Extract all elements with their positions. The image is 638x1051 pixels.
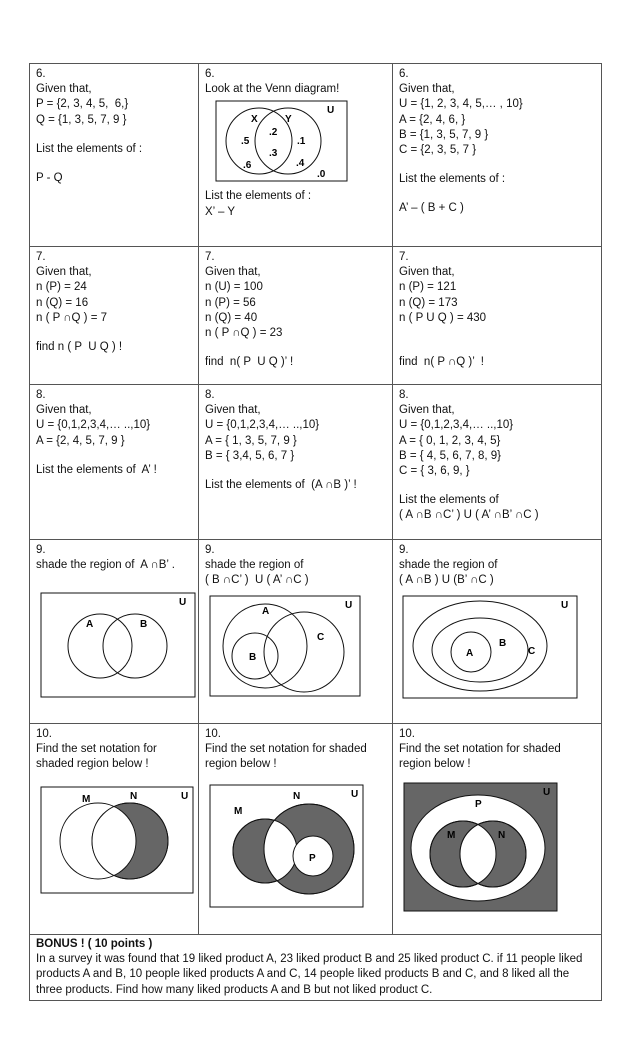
venn-diagram-9a xyxy=(36,591,196,701)
label-c: C xyxy=(317,631,325,643)
row-6 xyxy=(30,64,602,247)
cell-9-2 xyxy=(199,540,393,724)
label-n: N xyxy=(130,790,138,802)
instruction-text: List the elements of A’ ! xyxy=(36,463,157,476)
row-7 xyxy=(30,247,602,385)
set-b: B = { 4, 5, 6, 7, 8, 9} xyxy=(399,449,501,462)
set-u: U = {0,1,2,3,4,… ..,10} xyxy=(205,419,320,432)
instruction-text: region below ! xyxy=(399,758,471,771)
question-number: 6. xyxy=(399,68,409,80)
find-text: find n( P U Q )’ ! xyxy=(205,356,294,369)
cell-6-2 xyxy=(199,64,393,247)
cell-8-2 xyxy=(199,385,393,540)
venn-diagram-10b xyxy=(205,783,365,911)
set-u: U = {0,1,2,3,4,… ..,10} xyxy=(399,419,514,432)
question-number: 6. xyxy=(205,68,215,80)
universe-box xyxy=(41,593,195,697)
value-5: .5 xyxy=(241,136,250,148)
venn-diagram-10a xyxy=(36,785,196,897)
worksheet-table xyxy=(29,63,602,1001)
venn-diagram-9b xyxy=(205,594,363,702)
set-q: Q = {1, 3, 5, 7, 9 } xyxy=(36,113,127,126)
row-bonus xyxy=(30,935,602,1001)
given-text: Given that, xyxy=(36,266,92,279)
set-b: B = {1, 3, 5, 7, 9 } xyxy=(399,128,489,141)
n-p: n (P) = 24 xyxy=(36,281,87,294)
set-b: B = { 3,4, 5, 6, 7 } xyxy=(205,449,295,462)
label-u: U xyxy=(351,788,359,800)
label-a: A xyxy=(262,605,270,617)
instruction-text: Find the set notation for shaded xyxy=(205,743,367,756)
cell-9-3 xyxy=(393,540,602,724)
set-p: P = {2, 3, 4, 5, 6,} xyxy=(36,98,129,111)
label-u: U xyxy=(181,790,189,802)
instruction-text: shade the region of xyxy=(205,559,304,572)
bonus-title: BONUS ! ( 10 points ) xyxy=(36,938,153,950)
instruction-text: Find the set notation for xyxy=(36,743,157,756)
question-number: 8. xyxy=(205,389,215,401)
n-p-union-q: n ( P U Q ) = 430 xyxy=(399,311,487,324)
value-2: .2 xyxy=(269,127,278,139)
cell-10-3 xyxy=(393,724,602,935)
given-text: Given that, xyxy=(36,404,92,417)
instruction-text: Find the set notation for shaded xyxy=(399,743,561,756)
cell-10-2 xyxy=(199,724,393,935)
question-number: 10. xyxy=(36,728,52,740)
label-u: U xyxy=(179,597,187,609)
label-b: B xyxy=(249,651,257,663)
venn-diagram-9c xyxy=(399,594,581,702)
question-number: 7. xyxy=(205,251,215,263)
instruction-text: List the elements of : xyxy=(399,173,506,186)
cell-8-3 xyxy=(393,385,602,540)
bonus-text-line: In a survey it was found that 19 liked product A, 23 liked product B and 25 liked product C. if 11 people liked xyxy=(36,953,583,966)
universe-box xyxy=(210,596,360,696)
expression-text: ( A ∩B ) U (B’ ∩C ) xyxy=(399,574,494,587)
question-number: 10. xyxy=(399,728,415,740)
question-number: 8. xyxy=(399,389,409,401)
find-text: find n ( P U Q ) ! xyxy=(36,341,123,354)
bonus-text-line: products A and B, 10 people liked products A and C, 14 people liked products B and C, and 8 liked all the xyxy=(36,968,570,981)
set-u: U = {1, 2, 3, 4, 5,… , 10} xyxy=(399,98,523,111)
label-m: M xyxy=(234,805,243,817)
expression-text: ( A ∩B ∩C’ ) U ( A’ ∩B’ ∩C ) xyxy=(399,509,539,522)
row-10 xyxy=(30,724,602,935)
value-0: .0 xyxy=(317,169,326,181)
expression-text: X’ – Y xyxy=(205,205,236,218)
expression-text: A’ – ( B + C ) xyxy=(399,202,464,215)
set-u: U = {0,1,2,3,4,… ..,10} xyxy=(36,419,151,432)
set-c: C = {2, 3, 5, 7 } xyxy=(399,144,477,157)
question-number: 8. xyxy=(36,389,46,401)
question-number: 10. xyxy=(205,728,221,740)
row-9 xyxy=(30,540,602,724)
label-u: U xyxy=(543,786,551,798)
label-p: P xyxy=(475,798,482,810)
n-q: n (Q) = 173 xyxy=(399,296,458,309)
circle-x xyxy=(226,108,292,174)
question-number: 9. xyxy=(205,544,215,556)
given-text: Given that, xyxy=(399,404,455,417)
given-text: Given that, xyxy=(399,266,455,279)
bonus-text-line: three products. Find how many liked products A and B but not liked product C. xyxy=(36,983,433,996)
instruction-text: shaded region below ! xyxy=(36,758,149,771)
set-a: A = { 0, 1, 2, 3, 4, 5} xyxy=(399,434,501,447)
n-p-intersect-q: n ( P ∩Q ) = 23 xyxy=(205,327,283,340)
value-1: .1 xyxy=(297,136,306,148)
label-c: C xyxy=(528,645,536,657)
cell-7-3 xyxy=(393,247,602,385)
instruction-text: List the elements of (A ∩B )’ ! xyxy=(205,479,357,492)
circle-b xyxy=(103,614,167,678)
instruction-text: Look at the Venn diagram! xyxy=(205,83,340,96)
label-u: U xyxy=(327,105,335,117)
label-x: X xyxy=(251,114,258,126)
question-number: 7. xyxy=(399,251,409,263)
value-6: .6 xyxy=(243,160,252,172)
cell-10-1 xyxy=(30,724,199,935)
label-b: B xyxy=(140,619,148,631)
circle-c xyxy=(413,601,547,691)
value-3: .3 xyxy=(269,148,278,160)
label-y: Y xyxy=(285,114,292,126)
label-n: N xyxy=(293,790,301,802)
instruction-text: region below ! xyxy=(205,758,277,771)
label-m: M xyxy=(82,793,91,805)
venn-diagram-6 xyxy=(213,99,353,185)
label-m: M xyxy=(447,829,456,841)
set-c: C = { 3, 6, 9, } xyxy=(399,465,470,478)
expression-text: ( B ∩C’ ) U ( A’ ∩C ) xyxy=(205,574,309,587)
instruction-text: List the elements of : xyxy=(205,190,312,203)
cell-8-1 xyxy=(30,385,199,540)
instruction-text: shade the region of xyxy=(399,559,498,572)
circle-b xyxy=(432,618,528,682)
set-a: A = {2, 4, 5, 7, 9 } xyxy=(36,434,125,447)
bonus-cell xyxy=(30,935,602,1001)
given-text: Given that, xyxy=(205,266,261,279)
label-u: U xyxy=(345,599,353,611)
given-text: Given that, xyxy=(205,404,261,417)
cell-6-1 xyxy=(30,64,199,247)
given-text: Given that, xyxy=(36,83,92,96)
instruction-text: List the elements of : xyxy=(36,142,143,155)
circle-a xyxy=(68,614,132,678)
cell-9-1 xyxy=(30,540,199,724)
set-a: A = {2, 4, 6, } xyxy=(399,113,466,126)
set-a: A = { 1, 3, 5, 7, 9 } xyxy=(205,434,297,447)
n-q: n (Q) = 16 xyxy=(36,296,89,309)
label-u: U xyxy=(561,599,569,611)
question-number: 9. xyxy=(36,544,46,556)
label-a: A xyxy=(466,647,474,659)
expression-text: P - Q xyxy=(36,172,63,185)
given-text: Given that, xyxy=(399,83,455,96)
n-q: n (Q) = 40 xyxy=(205,311,258,324)
label-b: B xyxy=(499,637,507,649)
n-p-intersect-q: n ( P ∩Q ) = 7 xyxy=(36,311,108,324)
circle-c xyxy=(264,612,344,692)
venn-diagram-10c xyxy=(399,781,559,913)
n-u: n (U) = 100 xyxy=(205,281,263,294)
cell-7-2 xyxy=(199,247,393,385)
question-number: 9. xyxy=(399,544,409,556)
instruction-text: shade the region of A ∩B’ . xyxy=(36,559,175,572)
n-p: n (P) = 121 xyxy=(399,281,457,294)
instruction-text: List the elements of xyxy=(399,494,499,507)
cell-6-3 xyxy=(393,64,602,247)
find-text: find n( P ∩Q )’ ! xyxy=(399,356,484,369)
n-p: n (P) = 56 xyxy=(205,296,256,309)
label-n: N xyxy=(498,829,506,841)
question-number: 6. xyxy=(36,68,46,80)
row-8 xyxy=(30,385,602,540)
label-a: A xyxy=(86,619,94,631)
label-p: P xyxy=(309,852,316,864)
value-4: .4 xyxy=(296,158,305,170)
question-number: 7. xyxy=(36,251,46,263)
cell-7-1 xyxy=(30,247,199,385)
